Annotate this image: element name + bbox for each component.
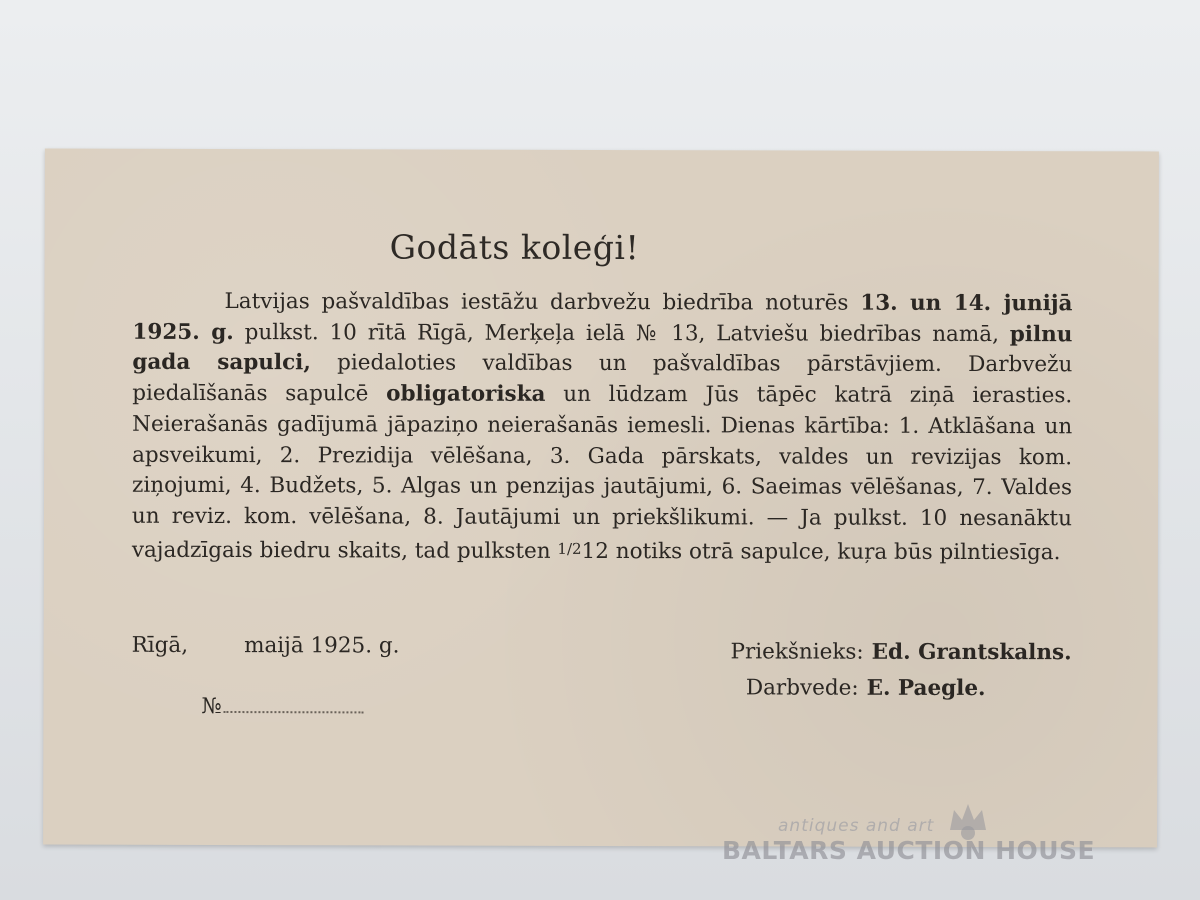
paragraph-emphasis: obligatoriska	[386, 381, 546, 407]
greeting-title: Godāts koleģi!	[389, 227, 640, 268]
date-text: maijā 1925. g.	[244, 633, 400, 659]
chairman-signature	[730, 634, 1071, 671]
secretary-role: Darbvede:	[745, 675, 859, 701]
crown-icon	[946, 800, 990, 840]
invitation-card	[43, 149, 1159, 848]
secretary-name: E. Paegle.	[866, 675, 986, 702]
watermark-brand: BALTARS AUCTION HOUSE	[722, 836, 1096, 865]
secretary-signature	[730, 670, 1071, 707]
paragraph-fraction: 1/2	[557, 539, 582, 558]
place-text: Rīgā,	[131, 632, 189, 658]
paragraph-text: Latvijas pašvaldības iestāžu darbvežu biedrība noturēs	[224, 289, 861, 316]
place-date-line	[132, 633, 400, 659]
paragraph-text: un lūdzam Jūs tāpēc katrā ziņā ierasties. Neierašanās gadījumā jāpaziņo neierašanās iemesli. Dienas kārtība: 1. Atklāšana un apsveikumi, 2. Prezidija vēlēšana, 3. Gada pārskats, valdes un revizijas kom. ziņojumi, 4. Budžets, 5. Algas un penzijas jautājumi, 6. Saeimas vēlēšanas, 7. Valdes un reviz. kom. vēlēšana, 8. Jautājumi un priekšlikumi. — Ja pulkst. 10 nesanāktu vajadzīgais biedru skaits, tad pulksten	[131, 381, 1073, 564]
number-label: №	[201, 693, 222, 720]
signatures	[730, 634, 1071, 707]
number-field	[201, 694, 363, 719]
paragraph-text: piedaloties valdības un pašvaldības pārstāvjiem. Darbvežu piedalīšanās sapulcē	[132, 350, 1073, 407]
paragraph-text: pulkst. 10 rītā Rīgā, Merķeļa ielā № 13, Latviešu biedrības namā,	[233, 319, 1010, 347]
number-dotted-line	[224, 707, 364, 713]
chairman-role: Priekšnieks:	[730, 639, 864, 665]
paragraph-emphasis: 13. un 14. junijā 1925. g.	[132, 290, 1073, 345]
auction-watermark	[722, 810, 1122, 870]
invitation-body	[132, 287, 1073, 569]
invitation-paragraph	[132, 287, 1073, 569]
paragraph-emphasis: pilnu gada sapulci,	[132, 321, 1073, 376]
paragraph-text: 12 notiks otrā sapulce, kuŗa būs pilntiesīga.	[581, 538, 1061, 565]
chairman-name: Ed. Grantskalns.	[871, 639, 1072, 666]
watermark-subtitle: antiques and art	[778, 816, 935, 836]
